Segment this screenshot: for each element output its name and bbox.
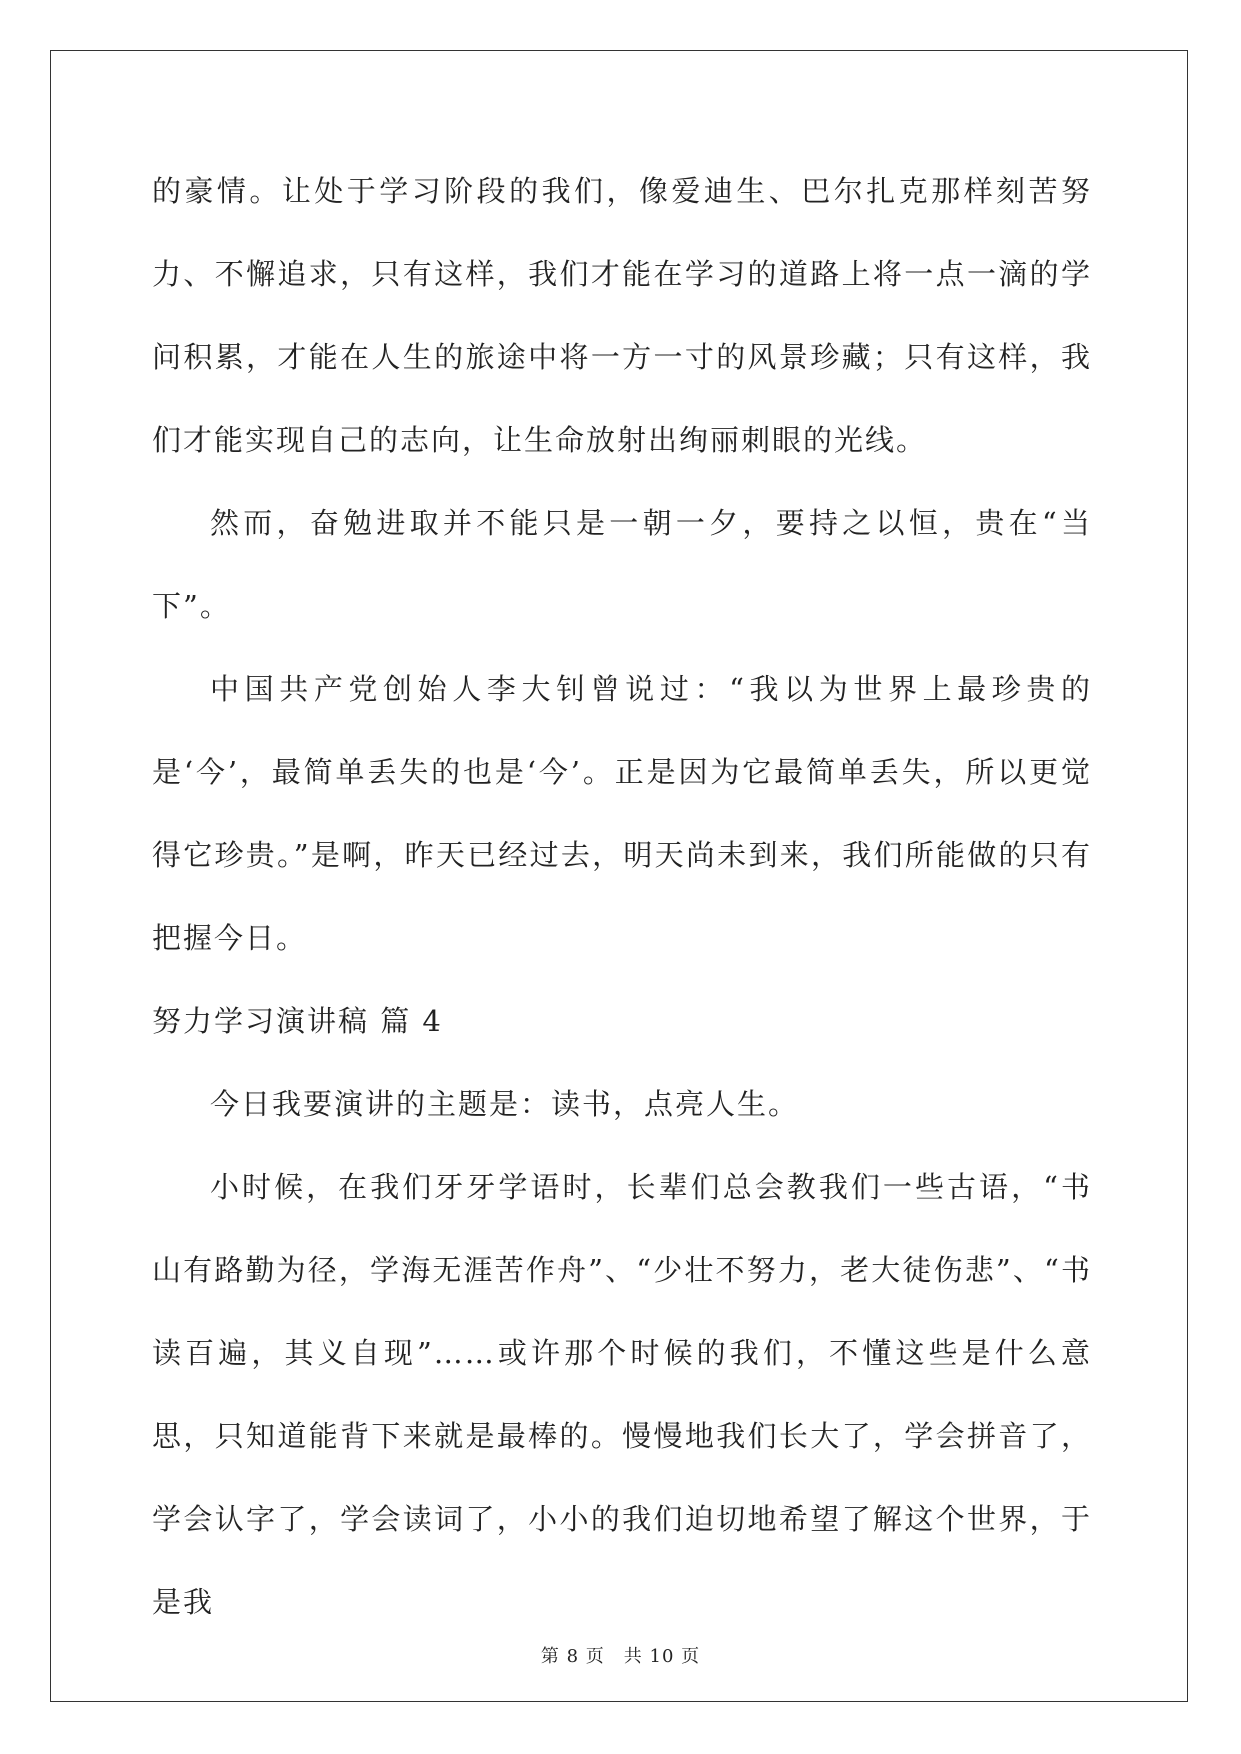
paragraph-4: 今日我要演讲的主题是：读书，点亮人生。 bbox=[210, 1087, 800, 1121]
document-body bbox=[152, 150, 1092, 1644]
paragraph-5: 小时候，在我们牙牙学语时，长辈们总会教我们一些古语，“书山有路勤为径，学海无涯苦作舟”、“少壮不努力，老大徒伤悲”、“书读百遍，其义自现”……或许那个时候的我们，不懂这些是什么意思，只知道能背下来就是最棒的。慢慢地我们长大了，学会拼音了，学会认字了，学会读词了，小小的我们迫切地希望了解这个世界，于是我 bbox=[152, 1170, 1092, 1619]
section-heading: 努力学习演讲稿 篇 4 bbox=[152, 1004, 443, 1038]
paragraph-3: 中国共产党创始人李大钊曾说过：“我以为世界上最珍贵的是‘今’，最简单丢失的也是‘今’。正是因为它最简单丢失，所以更觉得它珍贵。”是啊，昨天已经过去，明天尚未到来，我们所能做的只有把握今日。 bbox=[152, 672, 1092, 955]
page-number-footer: 第 8 页 共 10 页 bbox=[540, 1646, 701, 1667]
paragraph-2: 然而，奋勉进取并不能只是一朝一夕，要持之以恒，贵在“当下”。 bbox=[152, 506, 1092, 623]
paragraph-1: 的豪情。让处于学习阶段的我们，像爱迪生、巴尔扎克那样刻苦努力、不懈追求，只有这样，我们才能在学习的道路上将一点一滴的学问积累，才能在人生的旅途中将一方一寸的风景珍藏；只有这样，我们才能实现自己的志向，让生命放射出绚丽刺眼的光线。 bbox=[152, 174, 1092, 457]
